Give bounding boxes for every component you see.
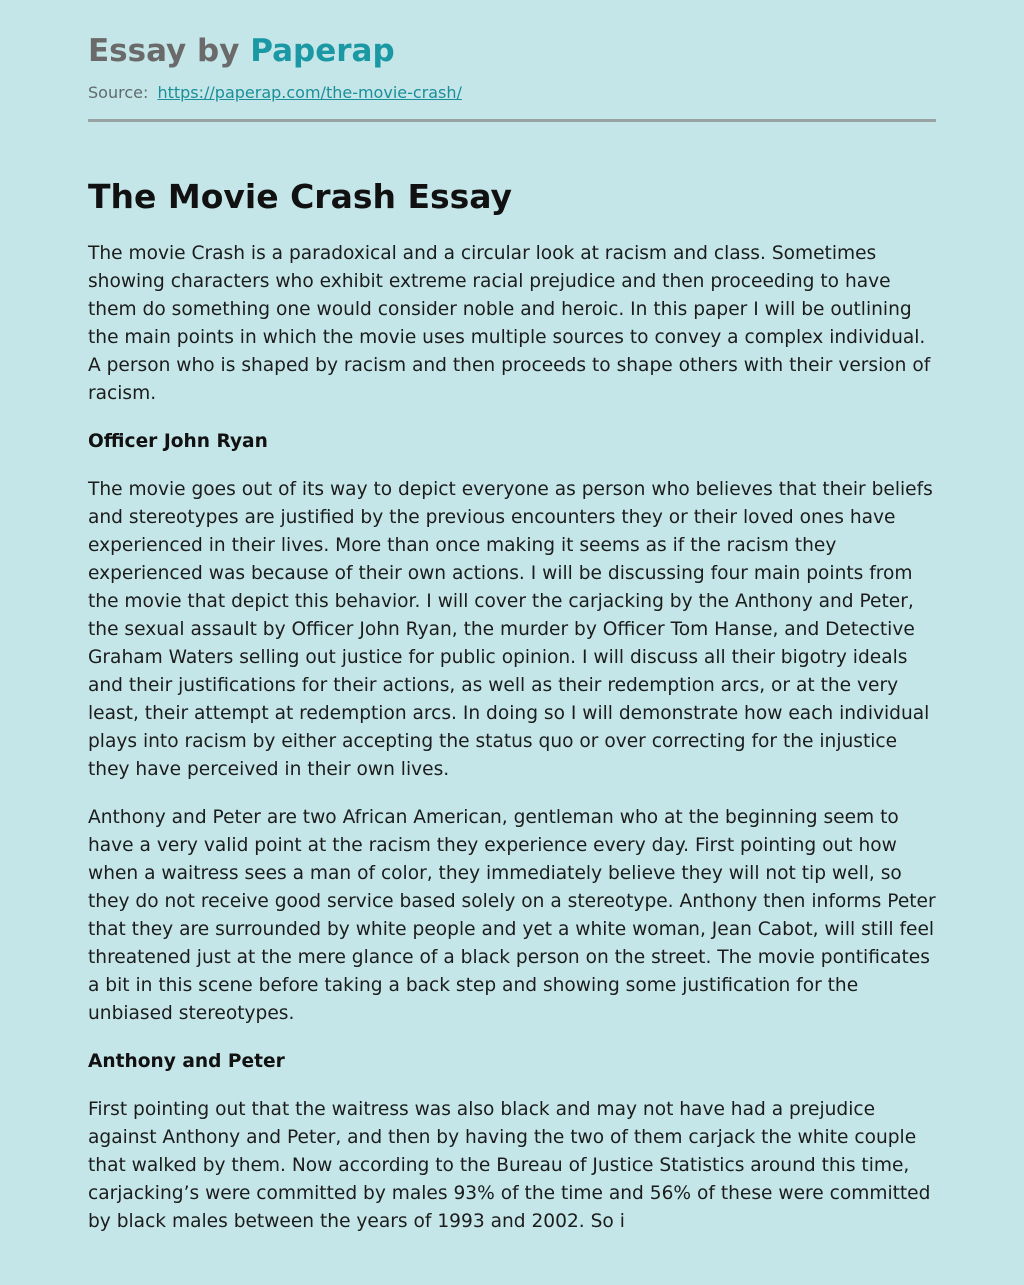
source-label: Source: bbox=[88, 83, 149, 102]
paragraph: Anthony and Peter are two African American, gentleman who at the beginning seem to have a very valid point at the racism they experience every day. First pointing out how when a waitress sees a man of color, they immediately believe they will not tip well, so they do not receive good service based solely on a stereotype. Anthony then informs Peter that they are surrounded by white people and yet a white woman, Jean Cabot, will still feel threatened just at the mere glance of a black person on the street. The movie pontificates a bit in this scene before taking a back step and showing some justification for the unbiased stereotypes. bbox=[88, 807, 936, 1024]
brand-prefix: Essay by bbox=[88, 33, 251, 69]
intro-paragraph: The movie Crash is a paradoxical and a circular look at racism and class. Sometimes showing characters who exhibit extreme racial prejudice and then proceeding to have them do something one would consider noble and heroic. In this paper I will be outlining the main points in which the movie uses multiple sources to convey a complex individual. A person who is shaped by racism and then proceeds to shape others with their version of racism. bbox=[88, 243, 931, 404]
site-brand bbox=[88, 32, 936, 70]
section-heading-officer-john-ryan: Officer John Ryan bbox=[88, 431, 268, 452]
essay-page bbox=[88, 0, 936, 1236]
paragraph: First pointing out that the waitress was also black and may not have had a prejudice against Anthony and Peter, and then by having the two of them carjack the white couple that walked by them. Now according to the Bureau of Justice Statistics around this time, carjacking’s were committed by males 93% of the time and 56% of these were committed by black males between the years of 1993 and 2002. So i bbox=[88, 1099, 931, 1232]
header-divider bbox=[88, 119, 936, 122]
section-heading-anthony-and-peter: Anthony and Peter bbox=[88, 1051, 285, 1072]
paragraph: The movie goes out of its way to depict everyone as person who believes that their beliefs and stereotypes are justified by the previous encounters they or their loved ones have experienced in their lives. More than once making it seems as if the racism they experienced was because of their own actions. I will be discussing four main points from the movie that depict this behavior. I will cover the carjacking by the Anthony and Peter, the sexual assault by Officer John Ryan, the murder by Officer Tom Hanse, and Detective Graham Waters selling out justice for public opinion. I will discuss all their bigotry ideals and their justifications for their actions, as well as their redemption arcs, or at the very least, their attempt at redemption arcs. In doing so I will demonstrate how each individual plays into racism by either accepting the status quo or over correcting for the injustice they have perceived in their own lives. bbox=[88, 479, 933, 780]
source-link[interactable]: https://paperap.com/the-movie-crash/ bbox=[157, 83, 462, 102]
article-title: The Movie Crash Essay bbox=[88, 177, 513, 216]
source-line bbox=[88, 82, 936, 104]
brand-name: Paperap bbox=[250, 33, 395, 69]
